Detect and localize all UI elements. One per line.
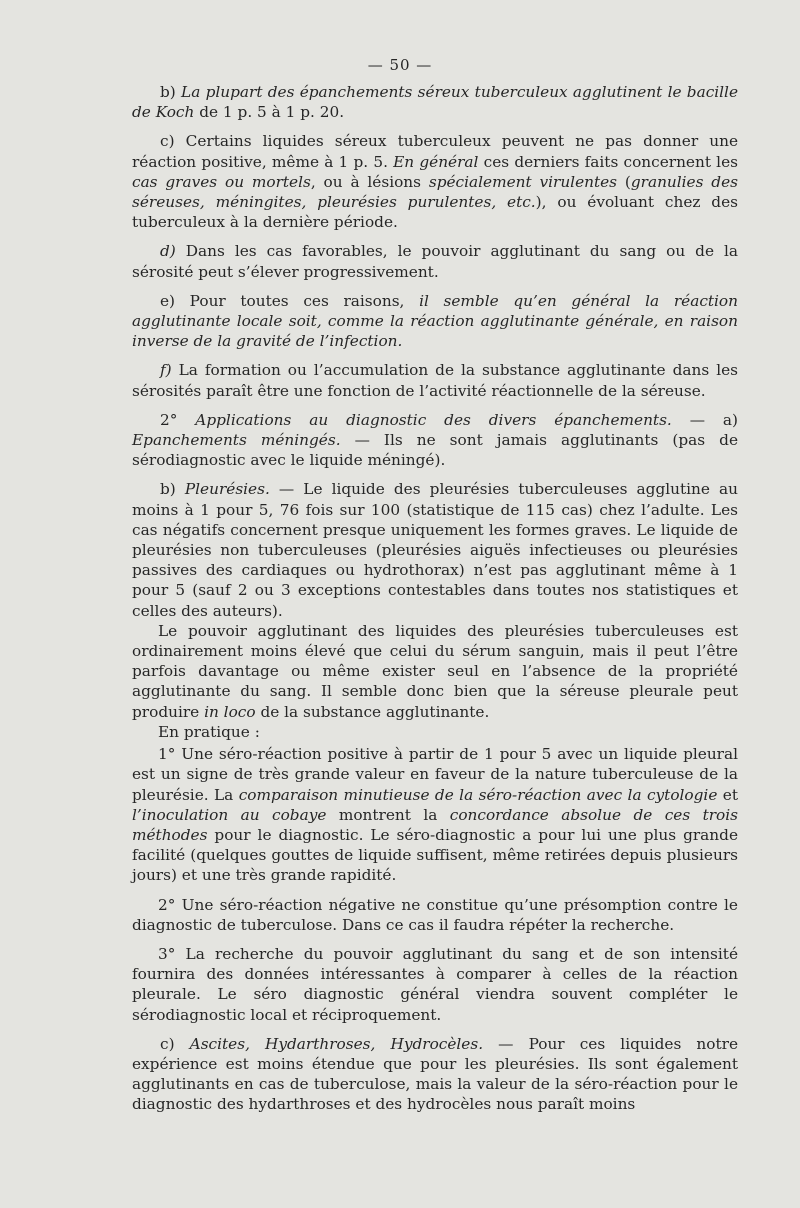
paragraph-e-toutes-ces-raisons <box>132 291 738 352</box>
italic-text-run: d) <box>160 242 176 261</box>
text-run: et <box>717 785 738 804</box>
italic-text-run: granulies des séreuses, méningites, pleurésies purulentes, etc. <box>132 172 738 212</box>
text-run: 2° <box>160 410 196 429</box>
paragraph-c-ascites <box>132 1034 738 1115</box>
italic-text-run: cas graves ou mortels <box>132 172 311 191</box>
text-run: — Le liquide des pleurésies tuberculeuses agglutine au moins à 1 pour 5, 76 fois sur 100 (statistique de 115 cas) chez l’adulte. Les cas négatifs concernent presque uniquement les formes graves. Le liquide de pleurésies non tuberculeuses (pleurésies aiguës infectieuses ou pleurésies passives des cardiaques ou hydrothorax) n’est pas agglutinant même à 1 pour 5 (sauf 2 ou 3 exceptions contestables dans toutes nos statistiques et celles des auteurs). <box>132 480 739 620</box>
italic-text-run: spécialement virulentes <box>428 172 618 191</box>
page-number: — 50 — <box>367 56 433 74</box>
text-run: — a) <box>671 410 738 429</box>
italic-text-run: f) <box>160 361 172 380</box>
text-run: de 1 p. 5 à 1 p. 20. <box>194 103 345 122</box>
italic-text-run: comparaison minutieuse de la séro-réaction avec la cytologie <box>238 785 718 804</box>
text-run: c) <box>160 1034 190 1053</box>
text-run: c) Certains liquides séreux tuberculeux peuvent ne pas donner une réaction positive, même à 1 p. 5. <box>132 132 738 171</box>
paragraph-f-formation <box>132 360 738 400</box>
italic-text-run: Pleurésies. <box>184 480 270 499</box>
italic-text-run: En général <box>393 152 479 171</box>
text-run: , ou à lésions <box>310 172 429 191</box>
text-run: e) Pour toutes ces raisons, <box>160 291 420 310</box>
text-run: montrent la <box>326 805 450 824</box>
italic-text-run: in loco <box>204 702 256 721</box>
text-run: Dans les cas favorables, le pouvoir agglutinant du sang ou de la sérosité peut s’élever progressivement. <box>132 242 738 281</box>
paragraph-b-sero-agglutination <box>132 82 738 122</box>
text-run: — Pour ces liquides notre expérience est moins étendue que pour les pleurésies. Ils sont également agglutinants en cas de tuberculose, mais la valeur de la séro-réaction pour le diagnostic des hydarthroses et des hydrocèles nous paraît moins <box>132 1034 738 1114</box>
italic-text-run: Applications au diagnostic des divers épanchements. <box>195 410 672 429</box>
text-run: ), ou évoluant chez des tuberculeux à la dernière période. <box>132 193 738 232</box>
text-run: En pratique : <box>158 722 260 741</box>
text-run: 3° La recherche du pouvoir agglutinant du sang et de son intensité fournira des données intéressantes à comparer à celles de la réaction pleurale. Le séro diagnostic général viendra souvent compléter le sérodiagnostic local et réciproquement. <box>132 944 738 1024</box>
text-run: 1° Une séro-réaction positive à partir de 1 pour 5 avec un liquide pleural est un signe de très grande valeur en faveur de la nature tuberculeuse de la pleurésie. La <box>132 745 738 804</box>
text-run: pour le diagnostic. Le séro-diagnostic a pour lui une plus grande facilité (quelques gouttes de liquide suffisent, même retirées depuis plusieurs jours) et une très grande rapidité. <box>132 825 738 885</box>
text-run: b) <box>160 480 185 499</box>
text-run: ces derniers faits concernent les <box>478 152 738 171</box>
italic-text-run: l’inoculation au cobaye <box>132 805 327 824</box>
text-run: La formation ou l’accumulation de la substance agglutinante dans les sérosités paraît être une fonction de l’activité réactionnelle de la séreuse. <box>132 361 738 400</box>
paragraph-en-pratique <box>132 722 738 742</box>
italic-text-run: concordance absolue de ces trois méthodes <box>132 805 738 844</box>
paragraph-applications-diagnostic <box>132 410 738 471</box>
text-run: ( <box>617 172 631 191</box>
paragraph-pleuresies <box>132 479 738 620</box>
body-text <box>132 82 738 1124</box>
italic-text-run: il semble qu’en général la réaction agglutinante locale soit, comme la réaction agglutinante générale, en raison inverse de la gravité de l’infection. <box>132 291 738 351</box>
italic-text-run: La plupart des épanchements séreux tuberculeux agglutinent le bacille de Koch <box>132 83 739 122</box>
text-run: b) <box>160 83 182 101</box>
paragraph-pouvoir-agglutinant <box>132 621 738 722</box>
paragraph-point-3 <box>132 944 738 1025</box>
text-run: 2° Une séro-réaction négative ne constitue qu’une présomption contre le diagnostic de tuberculose. Dans ce cas il faudra répéter la recherche. <box>132 895 738 934</box>
text-run: — Ils ne sont jamais agglutinants (pas de sérodiagnostic avec le liquide méningé). <box>132 431 738 470</box>
italic-text-run: Ascites, Hydarthroses, Hydrocèles. <box>189 1034 484 1053</box>
paragraph-point-1 <box>132 744 738 885</box>
paragraph-c-certains-liquides <box>132 131 738 232</box>
italic-text-run: Epanchements méningés. <box>132 431 341 450</box>
text-run: Le pouvoir agglutinant des liquides des pleurésies tuberculeuses est ordinairement moins élevé que celui du sérum sanguin, mais il peut l’être parfois davantage ou même exister seul en l’absence de la propriété agglutinante du sang. Il semble donc bien que la séreuse pleurale peut produire <box>132 621 738 721</box>
paragraph-d-cas-favorables <box>132 241 738 281</box>
text-run: de la substance agglutinante. <box>255 702 490 721</box>
paragraph-point-2 <box>132 895 738 935</box>
